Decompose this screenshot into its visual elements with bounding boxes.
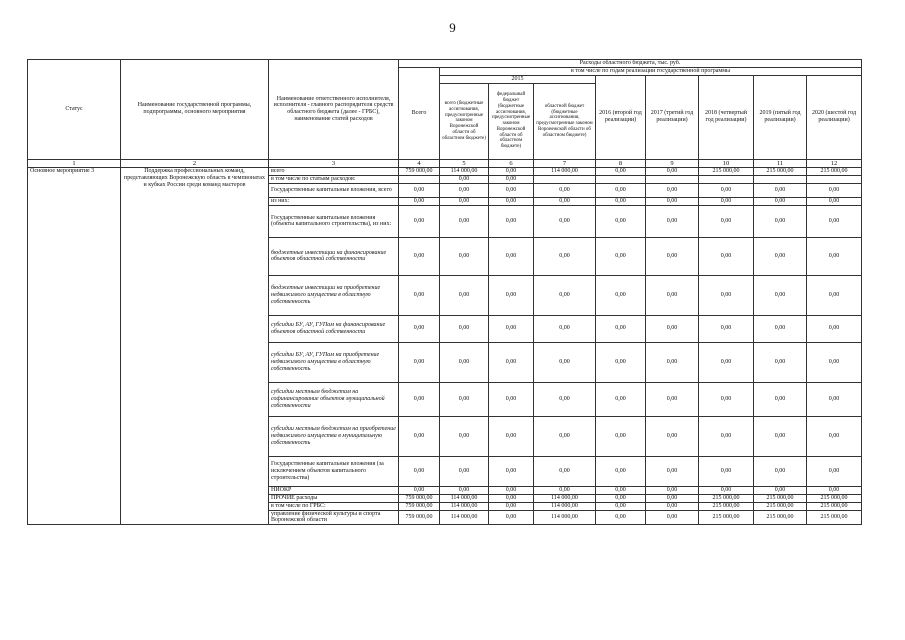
row-value: 0,00	[534, 416, 596, 456]
row-value: 0,00	[699, 198, 754, 206]
row-value: 215 000,00	[699, 494, 754, 502]
row-value: 0,00	[646, 275, 699, 315]
header-program-name: Наименование государственной программы, подпрограммы, основного мероприятия	[121, 60, 269, 160]
row-value: 0,00	[646, 494, 699, 502]
row-value: 0,00	[399, 205, 440, 237]
row-value: 0,00	[489, 456, 534, 486]
row-value: 114 000,00	[534, 494, 596, 502]
row-value: 114 000,00	[440, 510, 489, 525]
row-value: 0,00	[646, 205, 699, 237]
row-value: 0,00	[440, 342, 489, 382]
row-value: 114 000,00	[440, 502, 489, 510]
row-value: 0,00	[807, 315, 862, 342]
row-value: 0,00	[699, 205, 754, 237]
row-value: 0,00	[754, 486, 807, 494]
row-value: 0,00	[440, 486, 489, 494]
row-value: 0,00	[440, 184, 489, 198]
row-value: 0,00	[699, 184, 754, 198]
header-col-2018: 2018 (четвертый год реализации)	[699, 75, 754, 159]
row-value: 215 000,00	[807, 510, 862, 525]
row-value: 0,00	[596, 502, 646, 510]
row-value: 0,00	[754, 275, 807, 315]
row-label: в том числе по ГРБС:	[269, 502, 399, 510]
table-row	[28, 168, 862, 176]
row-value: 0,00	[699, 456, 754, 486]
column-number: 6	[489, 159, 534, 167]
row-value: 0,00	[489, 494, 534, 502]
row-value: 0,00	[489, 176, 534, 184]
header-by-years: в том числе по годам реализации государственной программы	[440, 67, 862, 75]
row-value: 215 000,00	[807, 502, 862, 510]
header-col-2016: 2016 (второй год реализации)	[596, 75, 646, 159]
row-value: 0,00	[489, 184, 534, 198]
row-value: 215 000,00	[754, 502, 807, 510]
row-value: 0,00	[699, 382, 754, 416]
row-value: 0,00	[754, 382, 807, 416]
row-value: 0,00	[489, 510, 534, 525]
row-value: 759 000,00	[399, 168, 440, 176]
row-value: 0,00	[489, 237, 534, 275]
row-value: 0,00	[399, 275, 440, 315]
row-value: 215 000,00	[807, 168, 862, 176]
row-value: 215 000,00	[699, 510, 754, 525]
row-value: 114 000,00	[534, 510, 596, 525]
row-value: 0,00	[646, 198, 699, 206]
row-value: 0,00	[534, 382, 596, 416]
row-value: 0,00	[489, 486, 534, 494]
row-label: субсидии местным бюджетам на приобретение недвижимого имущества в муниципальную собственность	[269, 416, 399, 456]
column-number: 3	[269, 159, 399, 167]
column-number: 12	[807, 159, 862, 167]
row-value	[399, 176, 440, 184]
row-value: 0,00	[646, 237, 699, 275]
row-value: 0,00	[754, 342, 807, 382]
row-value: 0,00	[754, 237, 807, 275]
row-value: 0,00	[440, 205, 489, 237]
page-number: 9	[449, 20, 456, 35]
row-value	[596, 176, 646, 184]
row-value: 0,00	[534, 205, 596, 237]
column-number: 11	[754, 159, 807, 167]
row-value: 0,00	[440, 198, 489, 206]
row-value: 0,00	[807, 416, 862, 456]
row-value: 0,00	[596, 184, 646, 198]
row-value: 0,00	[807, 486, 862, 494]
row-value: 215 000,00	[754, 510, 807, 525]
row-value: 0,00	[399, 456, 440, 486]
row-value: 0,00	[754, 205, 807, 237]
row-value: 0,00	[807, 205, 862, 237]
row-value: 759 000,00	[399, 494, 440, 502]
row-value	[807, 176, 862, 184]
column-number: 7	[534, 159, 596, 167]
row-value: 0,00	[534, 275, 596, 315]
row-value: 0,00	[489, 198, 534, 206]
row-value: 0,00	[807, 382, 862, 416]
row-value: 215 000,00	[807, 494, 862, 502]
row-label: Государственные капитальные вложения (за исключением объектов капитального строительства)	[269, 456, 399, 486]
row-label: Государственные капитальные вложения, всего	[269, 184, 399, 198]
header-col-2015-federal: федеральный бюджет (бюджетные ассигнования, предусмотренные законом Воронежской области об областном бюджете)	[489, 83, 534, 159]
row-value: 0,00	[807, 275, 862, 315]
row-value	[754, 176, 807, 184]
row-value: 0,00	[807, 184, 862, 198]
row-value: 0,00	[399, 184, 440, 198]
header-col-2017: 2017 (третий год реализации)	[646, 75, 699, 159]
row-value: 0,00	[596, 382, 646, 416]
row-value: 0,00	[646, 168, 699, 176]
row-value: 0,00	[489, 275, 534, 315]
row-value: 0,00	[596, 237, 646, 275]
row-value: 0,00	[489, 502, 534, 510]
row-value: 0,00	[399, 198, 440, 206]
header-total: Всего	[399, 67, 440, 159]
row-value: 0,00	[440, 416, 489, 456]
event-name: Поддержка профессиональных команд, представляющих Воронежскую область в чемпионатах и кубках России среди команд мастеров	[121, 168, 269, 525]
row-value: 0,00	[807, 237, 862, 275]
row-label: бюджетные инвестиции на приобретение недвижимого имущества в областную собственность	[269, 275, 399, 315]
row-value: 0,00	[596, 494, 646, 502]
row-value: 114 000,00	[534, 168, 596, 176]
column-number: 4	[399, 159, 440, 167]
row-value: 0,00	[699, 416, 754, 456]
row-label: бюджетные инвестиции на финансирование объектов областной собственности	[269, 237, 399, 275]
row-value: 0,00	[399, 342, 440, 382]
header-responsible: Наименование ответственного исполнителя, исполнителя - главного распорядителя средств областного бюджета (далее - ГРБС), наименование статей расходов	[269, 60, 399, 160]
header-col-2015-total: всего (бюджетные ассигнования, предусмотренные законом Воронежской области об областном бюджете)	[440, 83, 489, 159]
row-value: 114 000,00	[440, 494, 489, 502]
row-value: 0,00	[754, 456, 807, 486]
column-number: 2	[121, 159, 269, 167]
row-value: 0,00	[534, 198, 596, 206]
row-value: 114 000,00	[440, 168, 489, 176]
header-col-2019: 2019 (пятый год реализации)	[754, 75, 807, 159]
row-label: НИОКР	[269, 486, 399, 494]
event-status: Основное мероприятие 3	[28, 168, 121, 525]
row-value: 0,00	[754, 315, 807, 342]
row-value: 0,00	[596, 275, 646, 315]
row-label: субсидии БУ, АУ, ГУПам на приобретение недвижимого имущества в областную собственность	[269, 342, 399, 382]
column-number: 9	[646, 159, 699, 167]
row-label: управление физической культуры и спорта Воронежской области	[269, 510, 399, 525]
row-value: 215 000,00	[699, 168, 754, 176]
row-value: 0,00	[440, 176, 489, 184]
row-value: 0,00	[399, 382, 440, 416]
row-value	[699, 176, 754, 184]
row-value: 0,00	[646, 382, 699, 416]
row-value: 0,00	[399, 237, 440, 275]
row-value: 0,00	[440, 275, 489, 315]
row-value	[646, 176, 699, 184]
row-label: субсидии местным бюджетам на софинансирование объектов муниципальной собственности	[269, 382, 399, 416]
column-number: 8	[596, 159, 646, 167]
row-value	[534, 176, 596, 184]
row-value: 0,00	[807, 342, 862, 382]
row-value: 0,00	[646, 486, 699, 494]
row-value: 0,00	[596, 510, 646, 525]
row-value: 0,00	[807, 456, 862, 486]
row-value: 0,00	[489, 382, 534, 416]
row-value: 0,00	[534, 456, 596, 486]
row-value: 0,00	[646, 184, 699, 198]
row-value: 0,00	[754, 416, 807, 456]
row-value: 0,00	[534, 342, 596, 382]
column-numbers-row	[28, 159, 862, 167]
row-value: 0,00	[399, 416, 440, 456]
row-value: 0,00	[596, 456, 646, 486]
header-status: Статус	[28, 60, 121, 160]
row-value: 0,00	[399, 486, 440, 494]
row-value: 215 000,00	[699, 502, 754, 510]
row-value: 0,00	[399, 315, 440, 342]
row-value: 0,00	[646, 456, 699, 486]
row-value: 0,00	[596, 416, 646, 456]
budget-table	[27, 59, 862, 525]
row-label: всего	[269, 168, 399, 176]
row-value: 0,00	[596, 205, 646, 237]
row-value: 0,00	[646, 510, 699, 525]
row-value: 0,00	[440, 237, 489, 275]
row-value: 0,00	[534, 486, 596, 494]
column-number: 1	[28, 159, 121, 167]
row-value: 0,00	[489, 416, 534, 456]
row-value: 0,00	[440, 315, 489, 342]
row-value: 215 000,00	[754, 168, 807, 176]
column-number: 5	[440, 159, 489, 167]
row-value: 0,00	[440, 456, 489, 486]
row-value: 0,00	[534, 237, 596, 275]
row-value: 0,00	[754, 184, 807, 198]
header-expenses: Расходы областного бюджета, тыс. руб.	[399, 60, 862, 68]
row-value: 0,00	[596, 198, 646, 206]
row-value: 0,00	[699, 342, 754, 382]
row-value: 0,00	[534, 184, 596, 198]
header-col-2020: 2020 (шестой год реализации)	[807, 75, 862, 159]
row-value: 215 000,00	[754, 494, 807, 502]
row-value: 0,00	[489, 342, 534, 382]
row-value: 759 000,00	[399, 502, 440, 510]
row-value: 0,00	[699, 237, 754, 275]
row-value: 114 000,00	[534, 502, 596, 510]
header-year-2015: 2015	[440, 75, 596, 83]
row-value: 0,00	[489, 168, 534, 176]
row-value: 0,00	[596, 486, 646, 494]
header-col-2015-regional: областной бюджет (бюджетные ассигнования, предусмотренные законом Воронежской области об областном бюджете)	[534, 83, 596, 159]
row-value: 0,00	[489, 205, 534, 237]
row-value: 0,00	[807, 198, 862, 206]
row-value: 0,00	[489, 315, 534, 342]
row-value: 0,00	[596, 342, 646, 382]
row-label: из них:	[269, 198, 399, 206]
row-value: 0,00	[754, 198, 807, 206]
row-value: 0,00	[646, 502, 699, 510]
row-value: 0,00	[440, 382, 489, 416]
row-value: 0,00	[596, 168, 646, 176]
row-value: 0,00	[646, 416, 699, 456]
row-value: 0,00	[699, 275, 754, 315]
row-value: 759 000,00	[399, 510, 440, 525]
row-value: 0,00	[596, 315, 646, 342]
row-value: 0,00	[646, 315, 699, 342]
row-value: 0,00	[534, 315, 596, 342]
row-label: ПРОЧИЕ расходы	[269, 494, 399, 502]
row-value: 0,00	[699, 315, 754, 342]
row-label: субсидии БУ, АУ, ГУПам на финансирование объектов областной собственности	[269, 315, 399, 342]
row-value: 0,00	[646, 342, 699, 382]
column-number: 10	[699, 159, 754, 167]
row-value: 0,00	[699, 486, 754, 494]
row-label: в том числе по статьям расходов:	[269, 176, 399, 184]
row-label: Государственные капитальные вложения (объекты капитального строительства), из них:	[269, 205, 399, 237]
